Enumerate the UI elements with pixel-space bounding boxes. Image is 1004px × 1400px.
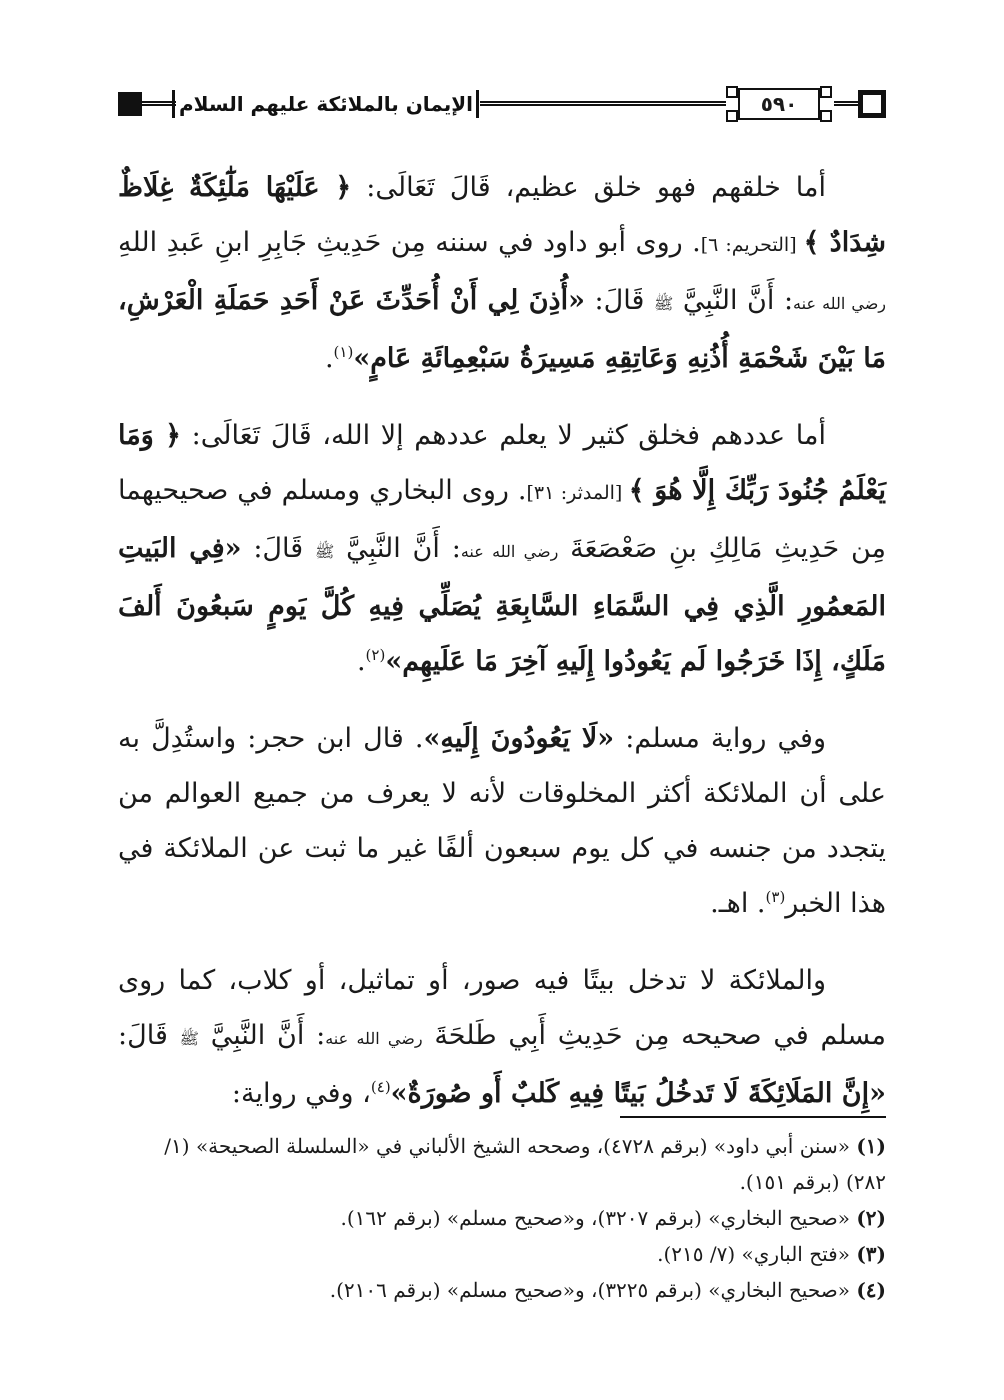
paragraph-images: [118, 953, 886, 1121]
header-bar: [476, 90, 479, 118]
text-run: ، وفي رواية:: [231, 1078, 371, 1109]
text-run: . روى أبو داود في سننه مِن حَدِيثِ جَابِرِ ابنِ عَبدِ اللهِ: [118, 227, 701, 258]
footnote-text: «سنن أبي داود» (برقم ٤٧٢٨)، وصححه الشيخ الألباني في «السلسلة الصحيحة» (١/ ٢٨٢) (برقم ١٥١).: [164, 1134, 886, 1194]
paragraph-muslim-narration: [118, 711, 886, 931]
text-run: . اهـ.: [710, 888, 766, 919]
quran-verse: ﴿ وَمَا يَعْلَمُ جُنُودَ رَبِّكَ إِلَّا هُوَ ﴾: [118, 420, 886, 506]
footnote-number: (١): [856, 1134, 886, 1158]
footnote-item: [118, 1200, 886, 1236]
text-run: أما خلقهم فهو خلق عظيم، قَالَ تَعَالَى:: [351, 172, 826, 203]
footnote-number: (٢): [856, 1206, 886, 1230]
verse-reference: [التحريم: ٦]: [700, 234, 804, 256]
honorific-glyph: رضي الله عنه: [460, 542, 559, 561]
frame-corner-ornament: [820, 110, 832, 122]
text-run: : أَنَّ النَّبِيَّ: [673, 285, 794, 316]
footnote-text: «صحيح البخاري» (برقم ٣٢٢٥)، و«صحيح مسلم» (برقم ٢١٠٦).: [329, 1278, 850, 1302]
text-run: وفي رواية مسلم:: [614, 723, 826, 754]
footnote-number: (٣): [856, 1242, 886, 1266]
header-left-square-ornament: [118, 92, 142, 116]
header-right-square-ornament: [858, 90, 886, 118]
text-run: . روى البخاري ومسلم في صحيحيهما مِن حَدِيثِ مَالِكِ بنِ صَعْصَعَةَ: [118, 475, 886, 564]
footnote-marker[interactable]: (٢): [365, 646, 386, 664]
footnotes: [118, 1128, 886, 1308]
footnote-marker[interactable]: (٤): [370, 1078, 391, 1096]
page-number-frame: [724, 84, 834, 124]
footnote-item: [118, 1128, 886, 1200]
footnote-separator: [620, 1116, 886, 1118]
honorific-glyph: رضي الله عنه: [325, 1029, 423, 1048]
text-run: قَالَ:: [584, 285, 654, 316]
footnote-item: [118, 1272, 886, 1308]
paragraph-number: [118, 408, 886, 689]
footnote-marker[interactable]: (٣): [765, 888, 786, 906]
text-run: أما عددهم فخلق كثير لا يعلم عددهم إلا الله، قَالَ تَعَالَى:: [181, 420, 826, 451]
page-header: [118, 84, 886, 124]
header-bar: [172, 90, 175, 118]
hadith-text: «إِنَّ المَلَائِكَةَ لَا تَدخُلُ بَيتًا فِيهِ كَلبٌ أَو صُورَةٌ»: [390, 1078, 886, 1109]
header-rule: [480, 101, 726, 106]
page-number: ٥٩٠: [760, 92, 798, 116]
honorific-glyph: رضي الله عنه: [793, 294, 887, 313]
frame-corner-ornament: [726, 86, 738, 98]
hadith-text: «لَا يَعُودُونَ إِلَيهِ»: [423, 723, 615, 754]
frame-corner-ornament: [726, 110, 738, 122]
footnote-item: [118, 1236, 886, 1272]
paragraph-creation: [118, 160, 886, 386]
quran-verse: ﴿ عَلَيْهَا مَلَٰٓئِكَةٌ غِلَاظٌ شِدَادٌ ﴾: [118, 172, 886, 258]
chapter-title: الإيمان بالملائكة عليهم السلام: [179, 92, 473, 116]
verse-reference: [المدثر: ٣١]: [526, 482, 629, 504]
footnote-number: (٤): [856, 1278, 886, 1302]
footnote-text: «فتح الباري» (٧/ ٢١٥).: [657, 1242, 850, 1266]
text-run: .: [356, 646, 366, 677]
frame-corner-ornament: [820, 86, 832, 98]
header-rule: [834, 101, 860, 106]
footnote-text: «صحيح البخاري» (برقم ٣٢٠٧)، و«صحيح مسلم» (برقم ١٦٢).: [340, 1206, 850, 1230]
text-run: : أَنَّ النَّبِيَّ: [334, 533, 461, 564]
text-run: قَالَ:: [241, 533, 316, 564]
salutation-glyph: ﷺ: [654, 294, 674, 313]
text-run: والملائكة لا تدخل بيتًا فيه صور، أو تماثيل، أو كلاب، كما روى مسلم في صحيحه مِن حَدِيثِ أَبِي طَلحَةَ: [118, 965, 886, 1051]
hadith-text: «فِي البَيتِ المَعمُورِ الَّذِي فِي السَّمَاءِ السَّابِعَةِ يُصَلِّي فِيهِ كُلَّ يَومٍ سَبعُونَ أَلفَ مَلَكٍ، إِذَا خَرَجُوا لَم يَعُودُوا إِلَيهِ آخِرَ مَا عَلَيهِم»: [118, 533, 886, 677]
footnote-marker[interactable]: (١): [333, 343, 354, 361]
text-run: .: [324, 343, 334, 374]
text-run: قَالَ:: [118, 1020, 180, 1051]
header-rule: [142, 101, 176, 106]
text-run: . قال ابن حجر: واستُدِلَّ به على أن الملائكة أكثر المخلوقات لأنه لا يعرف من جميع العوالم من يتجدد من جنسه في كل يوم سبعون ألفًا غير ما ثبت عن الملائكة في هذا الخبر: [118, 723, 886, 919]
salutation-glyph: ﷺ: [315, 542, 335, 561]
hadith-text: «أُذِنَ لِي أَنْ أُحَدِّثَ عَنْ أَحَدِ حَمَلَةِ الْعَرْشِ، مَا بَيْنَ شَحْمَةِ أُذُنِهِ وَعَاتِقِهِ مَسِيرَةُ سَبْعِمِائَةِ عَامٍ»: [118, 285, 886, 374]
text-run: : أَنَّ النَّبِيَّ: [198, 1020, 326, 1051]
salutation-glyph: ﷺ: [179, 1029, 199, 1048]
main-text: [118, 160, 886, 1143]
